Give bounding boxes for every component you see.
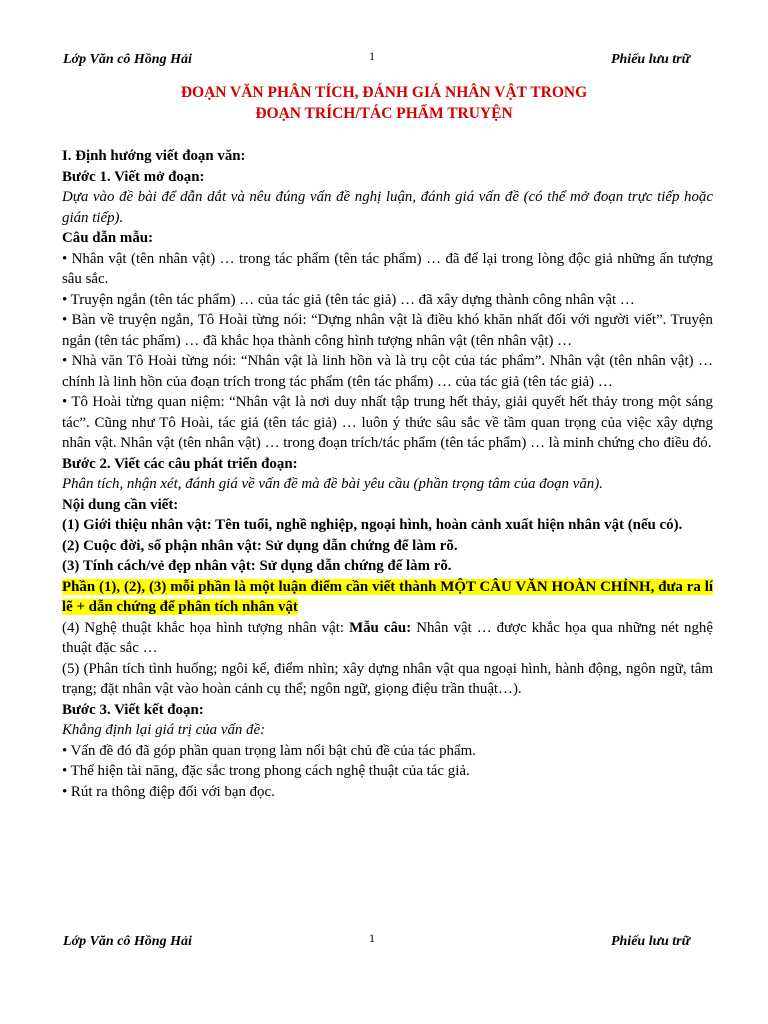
footer-left: Lớp Văn cô Hồng Hải (63, 934, 192, 949)
step1-description: Dựa vào đề bài để dẫn dắt và nêu đúng vấn đề nghị luận, đánh giá vấn đề (có thể mở đoạn trực tiếp hoặc gián tiếp). (62, 189, 713, 226)
footer-right: Phiếu lưu trữ (610, 934, 690, 949)
step1-heading: Bước 1. Viết mở đoạn: (62, 168, 205, 185)
highlight-text: Phần (1), (2), (3) mỗi phần là một luận điểm cần viết thành MỘT CÂU VĂN HOÀN CHỈNH, đưa ra lí lẽ + dẫn chứng để phân tích nhân vật (62, 578, 713, 615)
title-line-1: ĐOẠN VĂN PHÂN TÍCH, ĐÁNH GIÁ NHÂN VẬT TRONG (180, 84, 588, 101)
conclusion-item: • Vấn đề đó đã góp phần quan trọng làm nổi bật chủ đề của tác phẩm. (62, 742, 476, 759)
sample-item: • Tô Hoài từng quan niệm: “Nhân vật là nơi duy nhất tập trung hết thảy, giải quyết hết thảy trong một sáng tác”. Cũng như Tô Hoài, tác giả (tên tác giả) … luôn ý thức sâu sắc về tầm quan trọng của việc xây dựng nhân vật. Nhân vật (tên nhân vật) … trong đoạn trích/tác phẩm (tên tác phẩm) … là minh chứng cho điều đó. (62, 394, 713, 451)
item4-prefix: (4) Nghệ thuật khắc họa hình tượng nhân vật: (62, 619, 350, 636)
section-heading: I. Định hướng viết đoạn văn: (62, 148, 246, 164)
document-body (62, 146, 713, 802)
document-title (60, 82, 708, 124)
step2-heading: Bước 2. Viết các câu phát triển đoạn: (62, 455, 298, 472)
content-item-5: (5) (Phân tích tình huống; ngôi kể, điểm nhìn; xây dựng nhân vật qua ngoại hình, hành động, ngôn ngữ, tâm trạng; đặt nhân vật vào hoàn cảnh cụ thể; ngôn ngữ, giọng điệu trần thuật…). (62, 660, 713, 697)
step3-heading: Bước 3. Viết kết đoạn: (62, 701, 204, 718)
content-item-3: (3) Tính cách/vẻ đẹp nhân vật: Sử dụng dẫn chứng để làm rõ. (62, 558, 452, 574)
content-item-4 (62, 618, 713, 659)
samples-heading: Câu dẫn mẫu: (62, 230, 154, 246)
step3-description: Khẳng định lại giá trị của vấn đề: (62, 722, 266, 738)
highlight-note (62, 577, 713, 618)
header-left: Lớp Văn cô Hồng Hải (63, 52, 192, 67)
page-header (63, 49, 690, 72)
conclusion-item: • Rút ra thông điệp đối với bạn đọc. (62, 783, 275, 800)
header-right: Phiếu lưu trữ (610, 52, 690, 67)
item4-bold: Mẫu câu: (349, 619, 412, 636)
sample-item: • Nhân vật (tên nhân vật) … trong tác phẩm (tên tác phẩm) … đã để lại trong lòng độc giả những ấn tượng sâu sắc. (62, 250, 713, 287)
footer-page-number: 1 (369, 931, 375, 945)
step2-description: Phân tích, nhận xét, đánh giá về vấn đề mà đề bài yêu cầu (phần trọng tâm của đoạn văn). (62, 476, 603, 492)
content-heading: Nội dung cần viết: (62, 496, 179, 513)
title-line-2: ĐOẠN TRÍCH/TÁC PHẨM TRUYỆN (255, 105, 513, 122)
page-footer (63, 931, 690, 954)
sample-item: • Bàn về truyện ngắn, Tô Hoài từng nói: “Dựng nhân vật là điều khó khăn nhất đối với người viết”. Truyện ngắn (tên tác phẩm) … đã khắc họa thành công hình tượng nhân vật (tên nhân vật) … (62, 312, 713, 349)
page-number: 1 (369, 49, 375, 63)
sample-item: • Truyện ngắn (tên tác phẩm) … của tác giả (tên tác giả) … đã xây dựng thành công nhân vật … (62, 291, 635, 308)
content-item-2: (2) Cuộc đời, số phận nhân vật: Sử dụng dẫn chứng để làm rõ. (62, 537, 458, 554)
sample-item: • Nhà văn Tô Hoài từng nói: “Nhân vật là linh hồn và là trụ cột của tác phẩm”. Nhân vật (tên nhân vật) … chính là linh hồn của đoạn trích trong tác phẩm (tên tác phẩm) … của tác giả (tên tác giả) … (62, 353, 713, 390)
content-item-1: (1) Giới thiệu nhân vật: Tên tuổi, nghề nghiệp, ngoại hình, hoàn cảnh xuất hiện nhân vật (nếu có). (62, 517, 683, 533)
item4-suffix: Nhân vật … được khắc họa qua những nét nghệ thuật đặc sắc … (62, 619, 713, 656)
conclusion-item: • Thể hiện tài năng, đặc sắc trong phong cách nghệ thuật của tác giả. (62, 763, 470, 779)
